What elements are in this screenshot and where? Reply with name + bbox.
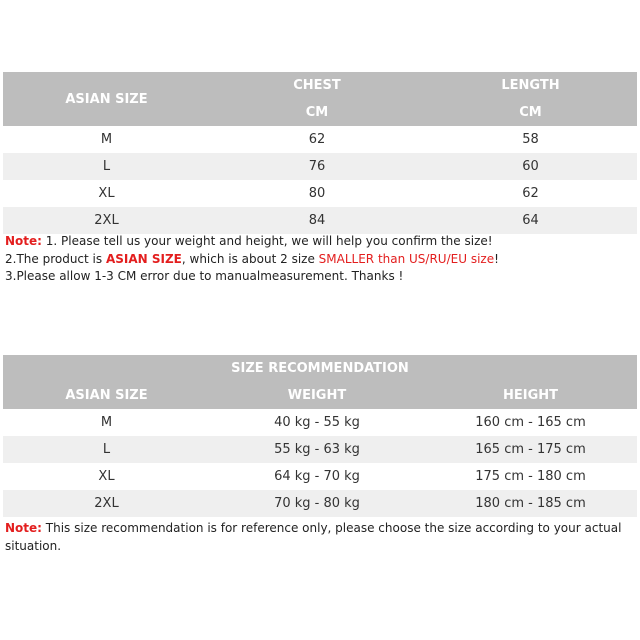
- table-row: L 55 kg - 63 kg 165 cm - 175 cm: [3, 436, 637, 463]
- recommendation-title: SIZE RECOMMENDATION: [3, 355, 637, 382]
- header-length-unit: CM: [519, 105, 542, 120]
- table-row: XL 64 kg - 70 kg 175 cm - 180 cm: [3, 463, 637, 490]
- size-chart-table: [3, 72, 637, 234]
- size-chart-header: [3, 72, 637, 126]
- recommendation-note: Note: This size recommendation is for reference only, please choose the size according to your actual situation.: [5, 521, 622, 553]
- header-asian-size: ASIAN SIZE: [65, 91, 148, 107]
- header-length: LENGTH: [501, 78, 560, 93]
- table-row: 2XL 70 kg - 80 kg 180 cm - 185 cm: [3, 490, 637, 517]
- size-recommendation-table: [3, 355, 637, 517]
- note-line-3: 3.Please allow 1-3 CM error due to manualmeasurement. Thanks !: [5, 269, 404, 283]
- header-chest-unit: CM: [305, 105, 329, 120]
- recommendation-header: ASIAN SIZE WEIGHT HEIGHT: [3, 382, 637, 409]
- table-row: M 62 58: [3, 126, 637, 153]
- header-chest: CHEST: [293, 78, 341, 93]
- table-row: XL 80 62: [3, 180, 637, 207]
- table-row: M 40 kg - 55 kg 160 cm - 165 cm: [3, 409, 637, 436]
- note-line-1: Note: 1. Please tell us your weight and height, we will help you confirm the size!: [5, 234, 493, 248]
- size-notes: [5, 233, 635, 286]
- note-line-2: 2.The product is ASIAN SIZE, which is about 2 size SMALLER than US/RU/EU size!: [5, 251, 499, 266]
- table-row: 2XL 84 64: [3, 207, 637, 234]
- table-row: L 76 60: [3, 153, 637, 180]
